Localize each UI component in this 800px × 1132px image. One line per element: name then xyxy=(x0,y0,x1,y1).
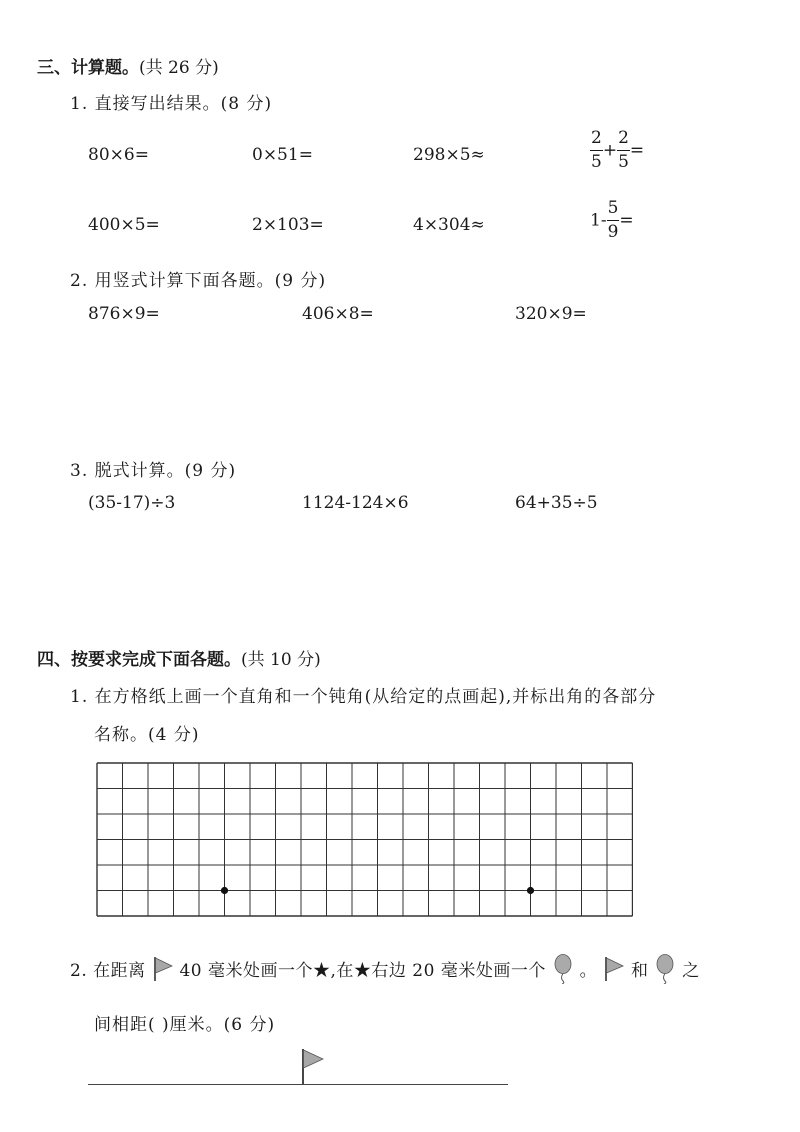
plus-sign: + xyxy=(602,140,618,161)
fraction-c-denominator: 9 xyxy=(607,222,619,242)
q1-item-3: 298×5≈ xyxy=(413,145,485,165)
q3-item-3: 64+35÷5 xyxy=(515,493,598,513)
fraction-c xyxy=(607,200,620,241)
minuend: 1- xyxy=(590,210,607,231)
fraction-a xyxy=(590,130,603,171)
q3-item-2: 1124-124×6 xyxy=(302,493,409,513)
fraction-c-numerator: 5 xyxy=(607,200,620,221)
equals-sign-2: = xyxy=(619,210,634,231)
fraction-b xyxy=(617,130,630,171)
section4-q2-line2: 间相距( )厘米。(6 分) xyxy=(94,1015,276,1035)
drawing-baseline[interactable] xyxy=(88,1084,508,1085)
q2-item-2: 406×8= xyxy=(302,304,374,324)
q2-text-a: 2. 在距离 xyxy=(70,961,146,981)
q2-text-c: 。 xyxy=(579,961,598,981)
section3-q2-text: 2. 用竖式计算下面各题。(9 分) xyxy=(70,271,327,291)
q1-item-4: 400×5= xyxy=(88,215,160,235)
section4-q1-line1: 1. 在方格纸上画一个直角和一个钝角(从给定的点画起),并标出角的各部分 xyxy=(70,687,657,707)
section3-points: (共 26 分) xyxy=(139,58,219,78)
fraction-b-numerator: 2 xyxy=(617,130,630,151)
section3-title: 三、计算题。 xyxy=(37,58,139,78)
q1-item-5: 2×103= xyxy=(252,215,324,235)
fraction-a-numerator: 2 xyxy=(590,130,603,151)
flag-icon xyxy=(603,956,625,987)
equals-sign: = xyxy=(629,140,645,161)
grid-start-point xyxy=(527,887,534,894)
flag-icon xyxy=(152,956,174,987)
section4-title: 四、按要求完成下面各题。 xyxy=(37,650,241,670)
grid-start-point xyxy=(221,887,228,894)
q2-item-3: 320×9= xyxy=(515,304,587,324)
fraction-b-denominator: 5 xyxy=(618,152,629,172)
section4-heading xyxy=(37,645,321,670)
grid-paper[interactable] xyxy=(96,762,633,918)
section3-q1-text: 1. 直接写出结果。(8 分) xyxy=(70,94,273,114)
balloon-icon xyxy=(552,954,574,989)
grid-svg xyxy=(96,762,633,918)
q1-fraction-difference xyxy=(590,200,634,241)
q1-item-6: 4×304≈ xyxy=(413,215,485,235)
balloon-icon xyxy=(654,954,676,989)
section4-q1-line2: 名称。(4 分) xyxy=(94,725,200,745)
q2-text-b: 40 毫米处画一个★,在★右边 20 毫米处画一个 xyxy=(179,961,546,981)
section4-points: (共 10 分) xyxy=(241,650,321,670)
q2-item-1: 876×9= xyxy=(88,304,160,324)
q1-fraction-sum xyxy=(590,130,644,171)
q2-text-d: 和 xyxy=(630,961,649,981)
section3-q3-text: 3. 脱式计算。(9 分) xyxy=(70,461,237,481)
q1-item-2: 0×51= xyxy=(252,145,313,165)
q3-item-1: (35-17)÷3 xyxy=(88,493,176,513)
section3-heading xyxy=(37,53,219,78)
section4-q2-line1 xyxy=(70,954,700,989)
q1-item-1: 80×6= xyxy=(88,145,149,165)
fraction-a-denominator: 5 xyxy=(591,152,602,172)
q2-text-e: 之 xyxy=(682,961,700,981)
